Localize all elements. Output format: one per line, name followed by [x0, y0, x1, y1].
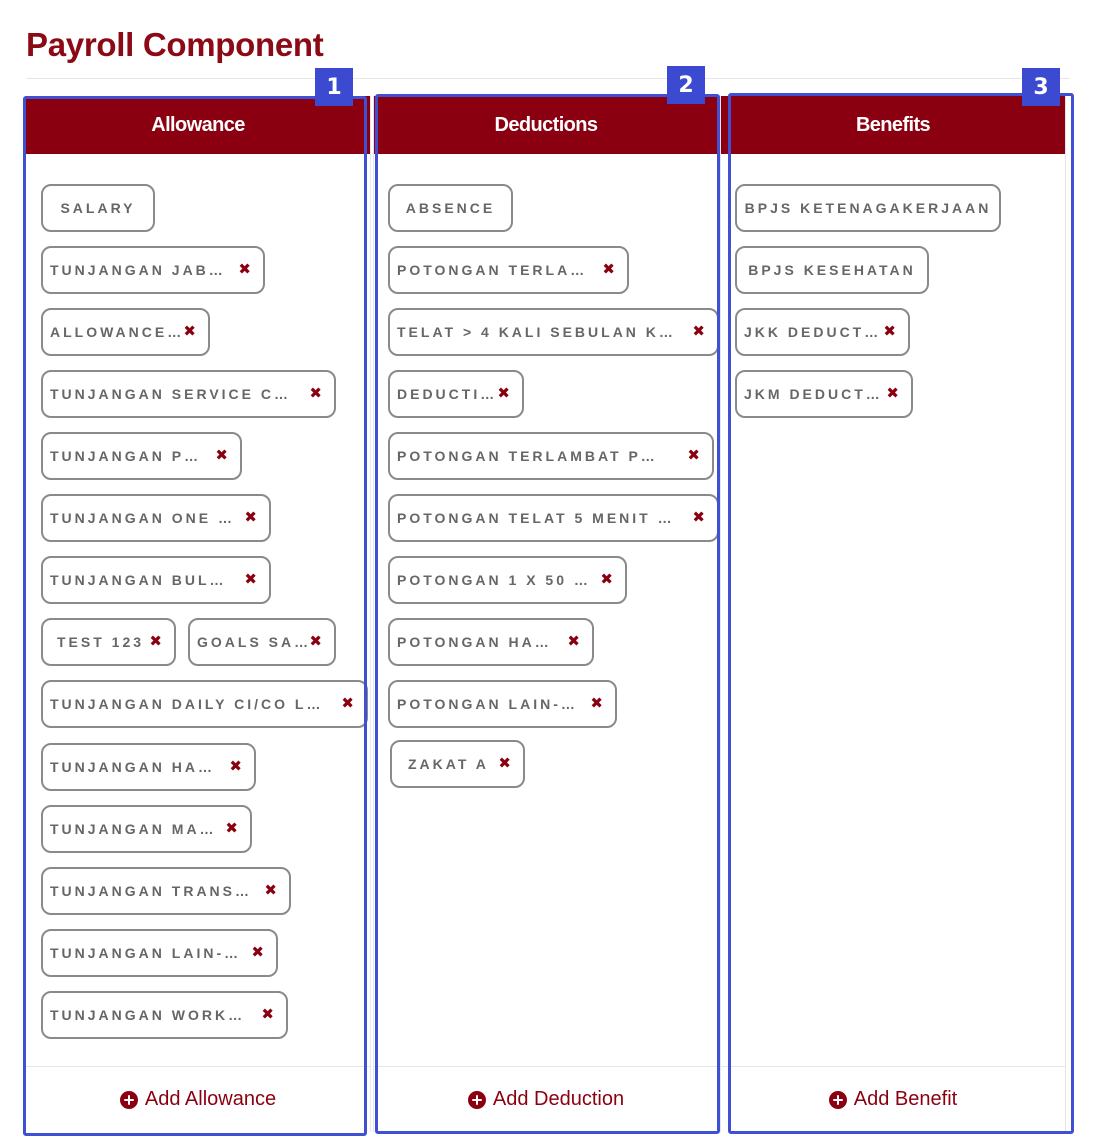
remove-x-icon[interactable]: ✖ — [244, 509, 257, 526]
add-allowance-button[interactable] — [26, 1066, 370, 1132]
remove-x-icon[interactable]: ✖ — [215, 447, 228, 464]
benefits-column — [720, 96, 1066, 1132]
chip-tunjangan-ma[interactable]: TUNJANGAN MA… ✖ — [41, 805, 252, 853]
add-deduction-label: Add Deduction — [492, 1088, 625, 1110]
remove-x-icon[interactable]: ✖ — [229, 758, 242, 775]
remove-x-icon[interactable]: ✖ — [251, 944, 264, 961]
remove-x-icon[interactable]: ✖ — [183, 323, 196, 340]
remove-x-icon[interactable]: ✖ — [225, 820, 238, 837]
remove-x-icon[interactable]: ✖ — [309, 385, 322, 402]
chip-potongan-1x50[interactable]: POTONGAN 1 X 50 … ✖ — [388, 556, 627, 604]
chip-potongan-lain[interactable]: POTONGAN LAIN-… ✖ — [388, 680, 617, 728]
allowance-header: Allowance — [26, 96, 370, 154]
add-deduction-button[interactable] — [374, 1066, 718, 1132]
page-title: Payroll Component — [26, 26, 324, 63]
chip-bpjs-kesehatan[interactable]: BPJS KESEHATAN — [735, 246, 929, 294]
remove-x-icon[interactable]: ✖ — [497, 385, 510, 402]
callout-badge-2: 2 — [667, 66, 705, 104]
remove-x-icon[interactable]: ✖ — [602, 261, 615, 278]
remove-x-icon[interactable]: ✖ — [600, 571, 613, 588]
chip-tunjangan-p[interactable]: TUNJANGAN P… ✖ — [41, 432, 242, 480]
chip-tunjangan-service[interactable]: TUNJANGAN SERVICE C… ✖ — [41, 370, 336, 418]
chip-potongan-terlambat[interactable]: POTONGAN TERLAMBAT P… ✖ — [388, 432, 714, 480]
chip-absence[interactable]: ABSENCE — [388, 184, 513, 232]
chip-tunjangan-trans[interactable]: TUNJANGAN TRANS… ✖ — [41, 867, 291, 915]
deductions-column — [373, 96, 719, 1132]
chip-tunjangan-jab[interactable]: TUNJANGAN JAB… ✖ — [41, 246, 265, 294]
chip-jkk-deduct[interactable]: JKK DEDUCT… ✖ — [735, 308, 910, 356]
plus-circle-icon — [829, 1091, 847, 1109]
chip-telat-4-kali[interactable]: TELAT > 4 KALI SEBULAN K… ✖ — [388, 308, 719, 356]
chip-potongan-ha[interactable]: POTONGAN HA… ✖ — [388, 618, 594, 666]
chip-test-123[interactable]: TEST 123 ✖ — [41, 618, 176, 666]
chip-salary[interactable]: SALARY — [41, 184, 155, 232]
add-allowance-label: Add Allowance — [144, 1088, 277, 1110]
remove-x-icon[interactable]: ✖ — [498, 755, 511, 772]
chip-allowance[interactable]: ALLOWANCE… ✖ — [41, 308, 210, 356]
chip-tunjangan-daily[interactable]: TUNJANGAN DAILY CI/CO L… ✖ — [41, 680, 368, 728]
chip-deducti[interactable]: DEDUCTI… ✖ — [388, 370, 524, 418]
chip-tunjangan-lain[interactable]: TUNJANGAN LAIN-… ✖ — [41, 929, 278, 977]
remove-x-icon[interactable]: ✖ — [692, 509, 705, 526]
chip-tunjangan-ha[interactable]: TUNJANGAN HA… ✖ — [41, 743, 256, 791]
chip-goals-sa[interactable]: GOALS SA… ✖ — [188, 618, 336, 666]
allowance-column — [25, 96, 371, 1132]
remove-x-icon[interactable]: ✖ — [687, 447, 700, 464]
chip-bpjs-ketenagakerjaan[interactable]: BPJS KETENAGAKERJAAN — [735, 184, 1001, 232]
chip-tunjangan-work[interactable]: TUNJANGAN WORK… ✖ — [41, 991, 288, 1039]
callout-badge-1: 1 — [315, 68, 353, 106]
remove-x-icon[interactable]: ✖ — [309, 633, 322, 650]
remove-x-icon[interactable]: ✖ — [692, 323, 705, 340]
remove-x-icon[interactable]: ✖ — [567, 633, 580, 650]
callout-badge-3: 3 — [1022, 68, 1060, 106]
remove-x-icon[interactable]: ✖ — [883, 323, 896, 340]
remove-x-icon[interactable]: ✖ — [261, 1006, 274, 1023]
deductions-header: Deductions — [374, 96, 718, 154]
add-benefit-label: Add Benefit — [853, 1088, 958, 1110]
remove-x-icon[interactable]: ✖ — [886, 385, 899, 402]
remove-x-icon[interactable]: ✖ — [341, 695, 354, 712]
chip-potongan-terla[interactable]: POTONGAN TERLA… ✖ — [388, 246, 629, 294]
remove-x-icon[interactable]: ✖ — [264, 882, 277, 899]
chip-tunjangan-one[interactable]: TUNJANGAN ONE … ✖ — [41, 494, 271, 542]
remove-x-icon[interactable]: ✖ — [238, 261, 251, 278]
chip-jkm-deduct[interactable]: JKM DEDUCT… ✖ — [735, 370, 913, 418]
plus-circle-icon — [468, 1091, 486, 1109]
remove-x-icon[interactable]: ✖ — [244, 571, 257, 588]
chip-tunjangan-bul[interactable]: TUNJANGAN BUL… ✖ — [41, 556, 271, 604]
title-divider — [26, 78, 1070, 79]
remove-x-icon[interactable]: ✖ — [149, 633, 162, 650]
chip-potongan-telat-5[interactable]: POTONGAN TELAT 5 MENIT … ✖ — [388, 494, 719, 542]
plus-circle-icon — [120, 1091, 138, 1109]
remove-x-icon[interactable]: ✖ — [590, 695, 603, 712]
benefits-header: Benefits — [721, 96, 1065, 154]
chip-zakat-a[interactable]: ZAKAT A ✖ — [390, 740, 525, 788]
add-benefit-button[interactable] — [721, 1066, 1065, 1132]
